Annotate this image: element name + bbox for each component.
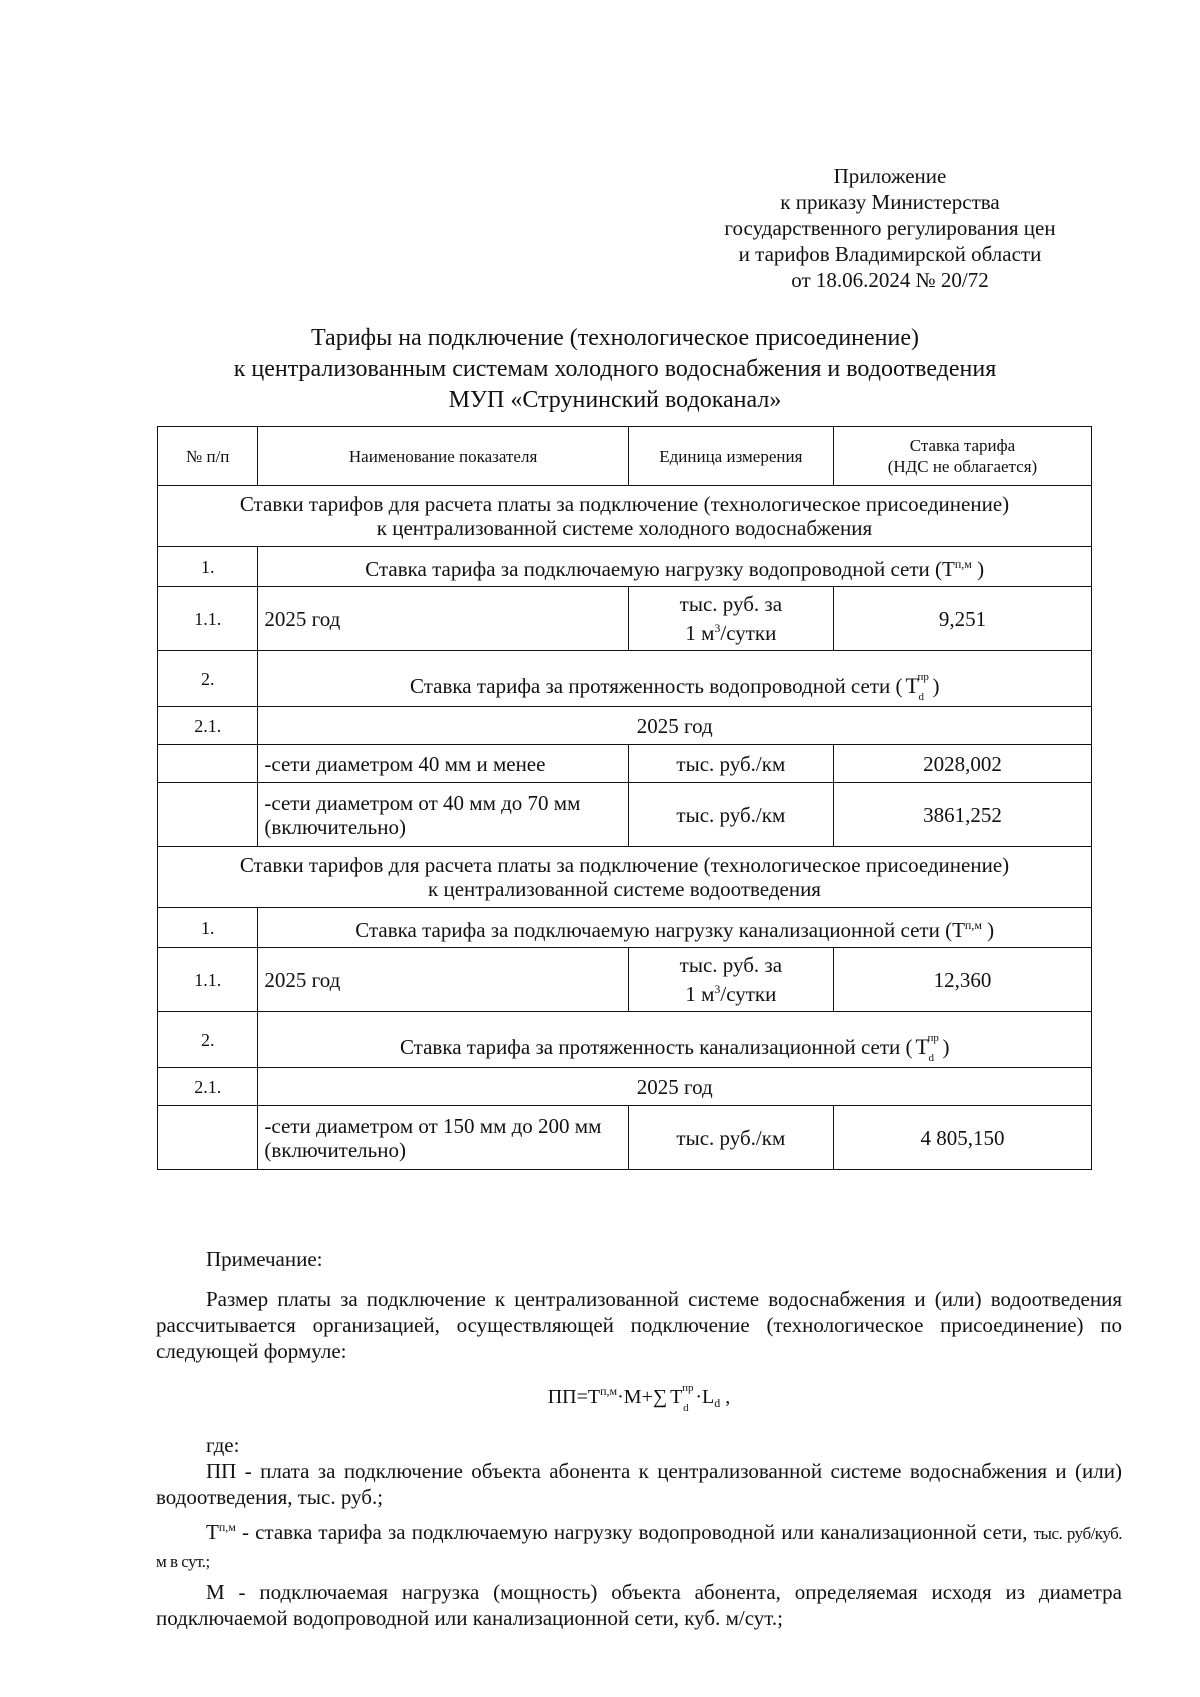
row-num: 1. bbox=[158, 908, 258, 948]
section-water-title bbox=[158, 486, 1092, 547]
row-num: 1.1. bbox=[158, 948, 258, 1012]
header-rate-line-1: Ставка тарифа bbox=[909, 436, 1016, 455]
row-year: 2025 год bbox=[258, 707, 1092, 745]
table-row bbox=[158, 651, 1092, 707]
unit-part-b: /сутки bbox=[720, 621, 777, 645]
section-row-sewer bbox=[158, 847, 1092, 908]
row-title bbox=[258, 908, 1092, 948]
row-name: 2025 год bbox=[258, 948, 628, 1012]
t-term: Т bbox=[206, 1520, 219, 1544]
unit-part-b: /сутки bbox=[720, 982, 777, 1006]
t-symbol bbox=[915, 1031, 939, 1064]
pp-description: - плата за подключение объекта абонента к централизованной системе водоснабжения и (или) водоотведения, тыс. руб.; bbox=[156, 1459, 1122, 1509]
formula-t2-letter: T bbox=[670, 1386, 683, 1408]
unit-line-1: тыс. руб. за bbox=[679, 953, 783, 977]
row-title-text: Ставка тарифа за подключаемую нагрузку канализационной сети (Т bbox=[355, 918, 965, 942]
m-term: М bbox=[206, 1580, 225, 1604]
appendix-line-3: государственного регулирования цен bbox=[724, 216, 1056, 240]
appendix-line-2: к приказу Министерства bbox=[780, 190, 1000, 214]
appendix-line-4: и тарифов Владимирской области bbox=[738, 242, 1042, 266]
row-num: 2.1. bbox=[158, 707, 258, 745]
fee-formula bbox=[156, 1378, 1122, 1416]
row-value: 9,251 bbox=[833, 587, 1091, 651]
m-description: - подключаемая нагрузка (мощность) объекта абонента, определяемая исходя из диаметра подключаемой водопроводной или канализационной сети, куб. м/сут.; bbox=[156, 1580, 1122, 1630]
row-num: 1.1. bbox=[158, 587, 258, 651]
section-row-water bbox=[158, 486, 1092, 547]
title-line-1: Тарифы на подключение (технологическое присоединение) bbox=[310, 325, 920, 351]
notes-m-definition bbox=[156, 1579, 1122, 1631]
t-subscript: d bbox=[928, 1051, 935, 1064]
header-name: Наименование показателя bbox=[258, 427, 628, 486]
t-description-unit: тыс. руб/куб. м в сут.; bbox=[156, 1524, 1123, 1571]
header-num: № п/п bbox=[158, 427, 258, 486]
document-title bbox=[160, 323, 1070, 416]
row-title-text: Ставка тарифа за подключаемую нагрузку водопроводной сети (Т bbox=[365, 557, 955, 581]
notes-pp-definition bbox=[156, 1458, 1122, 1510]
formula-l: ·L bbox=[695, 1386, 715, 1408]
formula-t-sup: п,м bbox=[600, 1384, 618, 1398]
section-water-line-1: Ставки тарифов для расчета платы за подключение (технологическое присоединение) bbox=[239, 492, 1010, 516]
t-superscript: пр bbox=[927, 1031, 939, 1044]
row-unit bbox=[628, 948, 833, 1012]
appendix-line-5: от 18.06.2024 № 20/72 bbox=[791, 268, 989, 292]
formula-sum: ∑ bbox=[652, 1386, 668, 1408]
header-rate-line-2: (НДС не облагается) bbox=[887, 457, 1038, 476]
unit-part-a: 1 м bbox=[685, 621, 715, 645]
row-num-empty bbox=[158, 745, 258, 783]
title-line-3: МУП «Струнинский водоканал» bbox=[448, 387, 782, 413]
row-num-empty bbox=[158, 1106, 258, 1170]
unit-line-2 bbox=[635, 616, 827, 645]
t-superscript: пр bbox=[917, 670, 929, 683]
row-unit bbox=[628, 587, 833, 651]
formula-l-sub: d bbox=[714, 1396, 721, 1410]
section-sewer-title bbox=[158, 847, 1092, 908]
t-letter: T bbox=[905, 672, 919, 698]
table-row bbox=[158, 783, 1092, 847]
row-value: 3861,252 bbox=[833, 783, 1091, 847]
superscript: 3 bbox=[714, 621, 721, 635]
table-row bbox=[158, 1106, 1092, 1170]
table-row bbox=[158, 1012, 1092, 1068]
row-title-close: ) bbox=[942, 1034, 950, 1059]
header-rate bbox=[833, 427, 1091, 486]
formula-t2-sub: d bbox=[683, 1402, 689, 1414]
row-num: 1. bbox=[158, 547, 258, 587]
notes-t-definition bbox=[156, 1514, 1122, 1575]
section-water-line-2: к централизованной системе холодного водоснабжения bbox=[376, 516, 873, 540]
notes-intro: Размер платы за подключение к централизованной системе водоснабжения и (или) водоотведения рассчитывается организацией, осуществляющей подключение (технологическое присоединение) по следующей формуле: bbox=[156, 1287, 1122, 1363]
tariff-table bbox=[157, 426, 1092, 1170]
t-symbol bbox=[905, 670, 929, 703]
table-row bbox=[158, 908, 1092, 948]
appendix-header bbox=[680, 163, 1100, 293]
row-title-text: Ставка тарифа за протяженность канализационной сети ( bbox=[399, 1034, 913, 1059]
superscript: 3 bbox=[714, 982, 721, 996]
row-title bbox=[258, 651, 1092, 707]
row-name: -сети диаметром от 40 мм до 70 мм (включительно) bbox=[258, 783, 628, 847]
pp-term: ПП bbox=[206, 1459, 237, 1483]
row-unit: тыс. руб./км bbox=[628, 1106, 833, 1170]
row-title-close: ) bbox=[987, 918, 995, 942]
row-value: 2028,002 bbox=[833, 745, 1091, 783]
appendix-line-1: Приложение bbox=[833, 164, 947, 188]
formula-t: T bbox=[587, 1386, 601, 1408]
notes-heading: Примечание: bbox=[206, 1247, 323, 1271]
superscript: п,м bbox=[964, 918, 982, 932]
section-sewer-line-1: Ставки тарифов для расчета платы за подключение (технологическое присоединение) bbox=[239, 853, 1010, 877]
t-letter: T bbox=[915, 1033, 929, 1059]
row-title-close: ) bbox=[977, 557, 985, 581]
row-title-close: ) bbox=[932, 673, 940, 698]
row-name: -сети диаметром от 150 мм до 200 мм (включительно) bbox=[258, 1106, 628, 1170]
row-name: 2025 год bbox=[258, 587, 628, 651]
row-title-text: Ставка тарифа за протяженность водопроводной сети ( bbox=[409, 673, 903, 698]
row-num: 2. bbox=[158, 1012, 258, 1068]
table-row bbox=[158, 547, 1092, 587]
table-row bbox=[158, 587, 1092, 651]
formula-eq: = bbox=[576, 1386, 588, 1408]
row-title bbox=[258, 547, 1092, 587]
row-year: 2025 год bbox=[258, 1068, 1092, 1106]
unit-part-a: 1 м bbox=[685, 982, 715, 1006]
formula-dot-m: ·M+ bbox=[617, 1386, 653, 1408]
formula-pp: ПП bbox=[547, 1386, 577, 1408]
row-unit: тыс. руб./км bbox=[628, 745, 833, 783]
row-name: -сети диаметром 40 мм и менее bbox=[258, 745, 628, 783]
row-num: 2. bbox=[158, 651, 258, 707]
table-row bbox=[158, 948, 1092, 1012]
superscript: п,м bbox=[954, 557, 972, 571]
unit-line-1: тыс. руб. за bbox=[679, 592, 783, 616]
formula-end: , bbox=[720, 1386, 731, 1408]
row-value: 12,360 bbox=[833, 948, 1091, 1012]
unit-line-2 bbox=[635, 977, 827, 1006]
header-unit: Единица измерения bbox=[628, 427, 833, 486]
title-line-2: к централизованным системам холодного водоснабжения и водоотведения bbox=[233, 356, 997, 382]
table-row bbox=[158, 1068, 1092, 1106]
t-description: - ставка тарифа за подключаемую нагрузку водопроводной или канализационной сети, bbox=[235, 1520, 1034, 1544]
t-term-sup: п,м bbox=[218, 1520, 236, 1534]
table-row bbox=[158, 707, 1092, 745]
row-value: 4 805,150 bbox=[833, 1106, 1091, 1170]
notes-section bbox=[156, 1246, 1122, 1631]
row-title bbox=[258, 1012, 1092, 1068]
section-sewer-line-2: к централизованной системе водоотведения bbox=[428, 877, 821, 901]
table-row bbox=[158, 745, 1092, 783]
formula-t2 bbox=[670, 1382, 694, 1414]
row-num-empty bbox=[158, 783, 258, 847]
notes-where: где: bbox=[206, 1433, 240, 1457]
table-header-row bbox=[158, 427, 1092, 486]
formula-t2-sup: пр bbox=[682, 1382, 694, 1394]
row-unit: тыс. руб./км bbox=[628, 783, 833, 847]
row-num: 2.1. bbox=[158, 1068, 258, 1106]
t-subscript: d bbox=[918, 690, 924, 703]
